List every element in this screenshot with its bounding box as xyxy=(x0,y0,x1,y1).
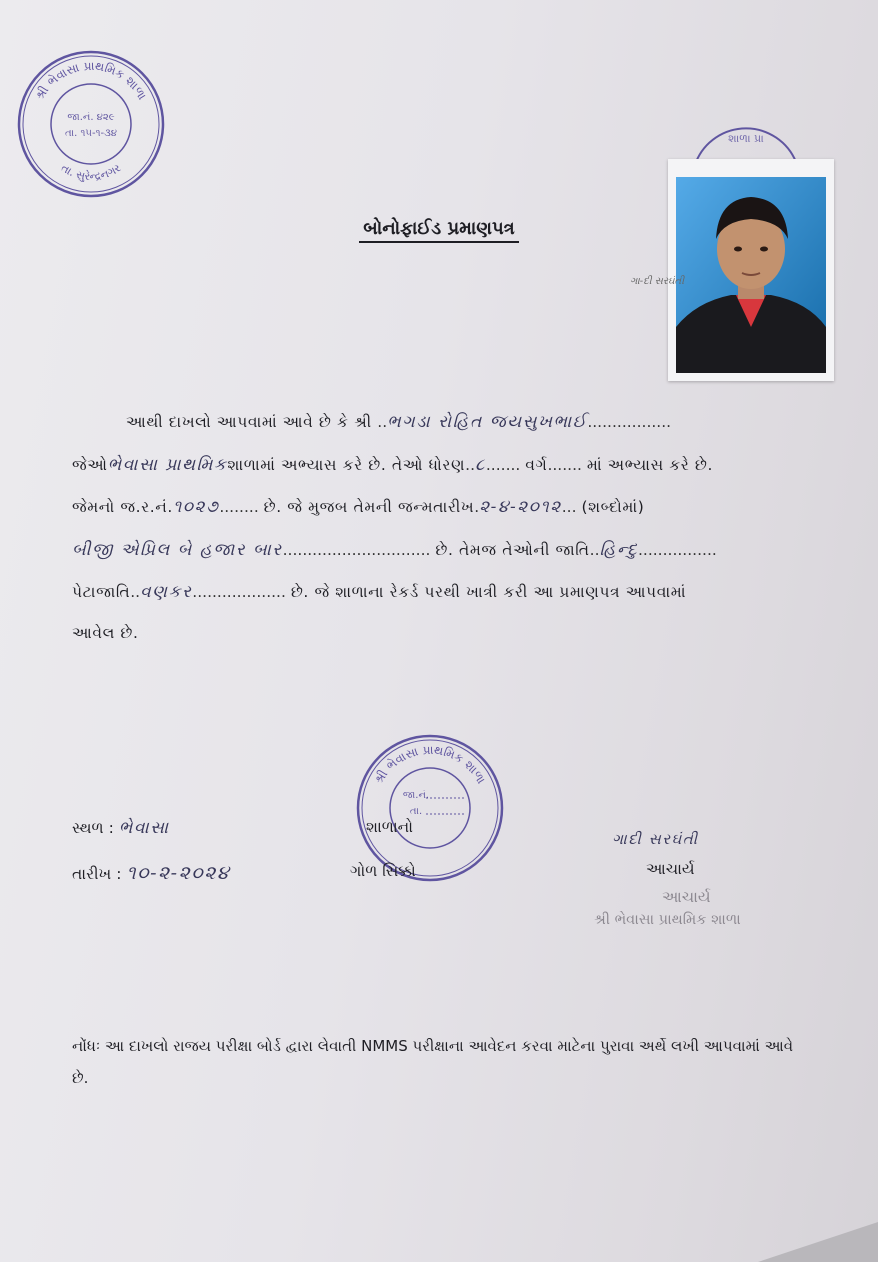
principal-signature: ગાદી સરઘંતી xyxy=(612,830,699,848)
page-fold xyxy=(758,1222,878,1262)
place-row: સ્થળ : ભેવાસા xyxy=(72,818,170,838)
birth-date: ૨-૪-૨૦૧૨ xyxy=(479,497,562,517)
school-seal-stamp-top xyxy=(15,48,167,200)
body-line-4: બીજી એપ્રિલ બે હજાર બાર.............................. છે. તેમજ તેઓની જાતિ..હિન્દુ................ xyxy=(72,540,717,560)
birth-date-words: બીજી એપ્રિલ બે હજાર બાર xyxy=(72,540,283,560)
school-name: ભેવાસા પ્રાથમિક xyxy=(107,455,228,475)
student-photo xyxy=(668,159,834,381)
date-value: ૧૦-૨-૨૦૨૪ xyxy=(126,862,231,884)
principal-label: આચાર્ય xyxy=(646,860,695,878)
stamp-top-arc-text: શ્રી ભેવાસા પ્રાથમિક શાળા xyxy=(32,58,150,103)
svg-text:શ્રી ભેવાસા પ્રાથમિક શાળા: શ્રી ભેવાસા પ્રાથમિક શાળા xyxy=(371,742,489,787)
body-line-1: આથી દાખલો આપવામાં આવે છે કે શ્રી ..ભગડા રોહિત જયસુખભાઈ................. xyxy=(126,412,672,432)
standard-value: ૮ xyxy=(475,455,486,475)
svg-text:શાળા પ્રા: શાળા પ્રા xyxy=(728,132,764,145)
caste-value: હિન્દુ xyxy=(599,540,638,560)
body-line-6: આવેલ છે. xyxy=(72,624,139,642)
body-line-5: પેટાજાતિ..વણકર................... છે. જે શાળાના રેકર્ડ પરથી ખાત્રી કરી આ પ્રમાણપત્ર આપવામાં xyxy=(72,582,687,602)
round-seal-label: ગોળ સિક્કો xyxy=(350,862,416,880)
stamp-line-1: જા.નં. ૪૨૯ xyxy=(67,112,115,123)
subcaste-value: વણકર xyxy=(140,582,193,602)
stamp-bottom-arc-text: તા. સુરેન્દ્રનગર xyxy=(58,161,124,184)
principal-stamp-title: આચાર્ય xyxy=(662,888,711,906)
svg-text:જા.નં.: જા.નં. xyxy=(402,790,430,801)
place-value: ભેવાસા xyxy=(118,818,170,838)
certificate-title: બોનોફાઈડ પ્રમાણપત્ર xyxy=(0,218,878,239)
svg-text:તા.: તા. xyxy=(409,806,423,817)
student-name: ભગડા રોહિત જયસુખભાઈ xyxy=(387,412,588,432)
body-line-2: જેઓભેવાસા પ્રાથમિકશાળામાં અભ્યાસ કરે છે. તેઓ ધોરણ..૮....... વર્ગ....... માં અભ્યાસ કરે છે. xyxy=(72,455,714,475)
school-label: શાળાનો xyxy=(366,818,414,836)
photo-attestation-sign: ગા-દી સરઘંતી xyxy=(630,276,685,287)
footer-note: નોંધઃ આ દાખલો રાજય પરીક્ષા બોર્ડ દ્વારા લેવાતી NMMS પરીક્ષાના આવેદન કરવા માટેના પુરાવા અર્થે લખી આપવામાં આવે છે. xyxy=(72,1037,794,1087)
principal-stamp-school: શ્રી ભેવાસા પ્રાથમિક શાળા xyxy=(594,912,741,928)
date-row: તારીખ : ૧૦-૨-૨૦૨૪ xyxy=(72,862,231,884)
stamp-line-2: તા. ૧૫-૧-૩૪ xyxy=(65,128,117,139)
register-number: ૧૦૨૭ xyxy=(172,497,220,517)
body-line-3: જેમનો જ.ર.નં.૧૦૨૭........ છે. જે મુજબ તેમની જન્મતારીખ.૨-૪-૨૦૧૨... (શબ્દોમાં) xyxy=(72,497,645,517)
